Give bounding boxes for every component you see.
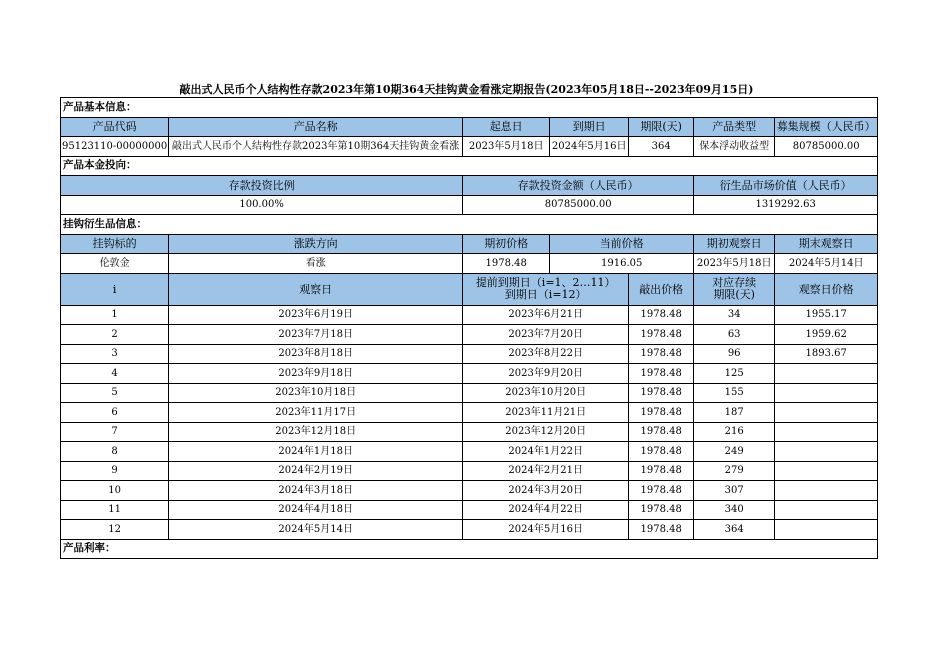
row-index: 2 (61, 325, 169, 345)
row-observation-price (775, 520, 878, 540)
basic-info-value-row (61, 137, 878, 157)
header-product-code: 产品代码 (61, 117, 169, 137)
table-row (61, 364, 878, 384)
header-index: i (61, 273, 169, 305)
table-row (61, 481, 878, 501)
row-maturity-date: 2024年5月16日 (463, 520, 629, 540)
header-value-date: 起息日 (463, 117, 550, 137)
row-observation-price (775, 364, 878, 384)
row-observation-date: 2023年12月18日 (169, 422, 463, 442)
table-row (61, 442, 878, 462)
row-knockout-price: 1978.48 (629, 461, 694, 481)
header-early-maturity-line2: 到期日（i=12） (504, 288, 587, 301)
header-deposit-ratio: 存款投资比例 (61, 176, 463, 196)
row-observation-date: 2024年2月19日 (169, 461, 463, 481)
row-remaining-days: 155 (694, 383, 775, 403)
header-product-name: 产品名称 (169, 117, 463, 137)
row-index: 9 (61, 461, 169, 481)
row-observation-price (775, 461, 878, 481)
header-remaining-term-line1: 对应存续 (712, 276, 757, 289)
row-index: 11 (61, 500, 169, 520)
row-remaining-days: 340 (694, 500, 775, 520)
product-type: 保本浮动收益型 (694, 137, 775, 157)
row-observation-price (775, 481, 878, 501)
table-row (61, 383, 878, 403)
section-label-principal: 产品本金投向： (61, 156, 878, 176)
basic-info-header-row (61, 117, 878, 137)
row-observation-price: 1893.67 (775, 344, 878, 364)
header-underlying: 挂钩标的 (61, 234, 169, 254)
underlying: 伦敦金 (61, 254, 169, 274)
row-knockout-price: 1978.48 (629, 442, 694, 462)
row-remaining-days: 364 (694, 520, 775, 540)
table-row (61, 520, 878, 540)
header-early-maturity-date (463, 273, 629, 305)
row-index: 1 (61, 305, 169, 325)
deposit-amount: 80785000.00 (463, 195, 694, 215)
table-row (61, 403, 878, 423)
row-knockout-price: 1978.48 (629, 364, 694, 384)
term-days: 364 (629, 137, 694, 157)
row-observation-date: 2023年8月18日 (169, 344, 463, 364)
row-remaining-days: 187 (694, 403, 775, 423)
row-observation-price (775, 403, 878, 423)
row-maturity-date: 2023年11月21日 (463, 403, 629, 423)
product-code: 95123110-00000000 (61, 137, 169, 157)
final-observation-date: 2024年5月14日 (775, 254, 878, 274)
deposit-ratio: 100.00% (61, 195, 463, 215)
schedule-header-row (61, 273, 878, 305)
row-index: 3 (61, 344, 169, 364)
row-maturity-date: 2024年3月20日 (463, 481, 629, 501)
row-index: 6 (61, 403, 169, 423)
direction: 看涨 (169, 254, 463, 274)
section-label-rate: 产品利率： (61, 539, 878, 559)
row-maturity-date: 2023年6月21日 (463, 305, 629, 325)
row-observation-price (775, 383, 878, 403)
row-knockout-price: 1978.48 (629, 383, 694, 403)
row-knockout-price: 1978.48 (629, 500, 694, 520)
header-deposit-amount: 存款投资金额（人民币） (463, 176, 694, 196)
row-observation-date: 2023年7月18日 (169, 325, 463, 345)
table-row (61, 305, 878, 325)
maturity-date: 2024年5月16日 (550, 137, 629, 157)
row-maturity-date: 2024年4月22日 (463, 500, 629, 520)
row-index: 7 (61, 422, 169, 442)
derivative-value-row (61, 254, 878, 274)
row-index: 5 (61, 383, 169, 403)
row-observation-price: 1955.17 (775, 305, 878, 325)
row-index: 4 (61, 364, 169, 384)
header-initial-observation-date: 期初观察日 (694, 234, 775, 254)
row-observation-date: 2024年4月18日 (169, 500, 463, 520)
row-knockout-price: 1978.48 (629, 403, 694, 423)
row-knockout-price: 1978.48 (629, 422, 694, 442)
section-label-basic-info: 产品基本信息： (61, 98, 878, 118)
row-remaining-days: 216 (694, 422, 775, 442)
row-maturity-date: 2023年7月20日 (463, 325, 629, 345)
row-observation-date: 2024年1月18日 (169, 442, 463, 462)
header-final-observation-date: 期末观察日 (775, 234, 878, 254)
row-knockout-price: 1978.48 (629, 481, 694, 501)
principal-header-row (61, 176, 878, 196)
header-direction: 涨跌方向 (169, 234, 463, 254)
row-remaining-days: 34 (694, 305, 775, 325)
row-observation-date: 2024年3月18日 (169, 481, 463, 501)
row-knockout-price: 1978.48 (629, 305, 694, 325)
row-remaining-days: 63 (694, 325, 775, 345)
header-remaining-term (694, 273, 775, 305)
row-maturity-date: 2023年8月22日 (463, 344, 629, 364)
current-price: 1916.05 (550, 254, 694, 274)
row-maturity-date: 2023年9月20日 (463, 364, 629, 384)
header-term-days: 期限(天) (629, 117, 694, 137)
row-remaining-days: 125 (694, 364, 775, 384)
table-row (61, 422, 878, 442)
row-maturity-date: 2023年10月20日 (463, 383, 629, 403)
table-row (61, 344, 878, 364)
principal-value-row (61, 195, 878, 215)
row-observation-date: 2023年10月18日 (169, 383, 463, 403)
row-observation-date: 2023年11月17日 (169, 403, 463, 423)
row-remaining-days: 249 (694, 442, 775, 462)
row-observation-price: 1959.62 (775, 325, 878, 345)
initial-observation-date: 2023年5月18日 (694, 254, 775, 274)
initial-price: 1978.48 (463, 254, 550, 274)
row-knockout-price: 1978.48 (629, 325, 694, 345)
header-observation-date: 观察日 (169, 273, 463, 305)
report-title: 敲出式人民币个人结构性存款2023年第10期364天挂钩黄金看涨定期报告(2023年05月18日--2023年09月15日) (179, 83, 754, 96)
product-name: 敲出式人民币个人结构性存款2023年第10期364天挂钩黄金看涨 (169, 137, 463, 157)
header-early-maturity-line1: 提前到期日（i=1、2…11） (475, 276, 616, 289)
row-index: 8 (61, 442, 169, 462)
header-current-price: 当前价格 (550, 234, 694, 254)
row-observation-date: 2023年6月19日 (169, 305, 463, 325)
row-observation-date: 2023年9月18日 (169, 364, 463, 384)
row-observation-price (775, 442, 878, 462)
row-maturity-date: 2024年1月22日 (463, 442, 629, 462)
value-date: 2023年5月18日 (463, 137, 550, 157)
header-observation-price: 观察日价格 (775, 273, 878, 305)
row-observation-date: 2024年5月14日 (169, 520, 463, 540)
table-row (61, 500, 878, 520)
derivative-header-row (61, 234, 878, 254)
header-initial-price: 期初价格 (463, 234, 550, 254)
report-table (60, 97, 878, 559)
row-knockout-price: 1978.48 (629, 344, 694, 364)
row-observation-price (775, 422, 878, 442)
header-remaining-term-line2: 期限(天) (713, 288, 755, 301)
row-maturity-date: 2023年12月20日 (463, 422, 629, 442)
header-derivative-value: 衍生品市场价值（人民币） (694, 176, 878, 196)
raise-amount: 80785000.00 (775, 137, 878, 157)
row-index: 12 (61, 520, 169, 540)
row-knockout-price: 1978.48 (629, 520, 694, 540)
header-maturity-date: 到期日 (550, 117, 629, 137)
row-remaining-days: 279 (694, 461, 775, 481)
header-knockout-price: 敲出价格 (629, 273, 694, 305)
row-remaining-days: 96 (694, 344, 775, 364)
header-raise-amount: 募集规模（人民币） (775, 117, 878, 137)
table-row (61, 325, 878, 345)
header-product-type: 产品类型 (694, 117, 775, 137)
row-index: 10 (61, 481, 169, 501)
section-label-derivative: 挂钩衍生品信息： (61, 215, 878, 235)
row-observation-price (775, 500, 878, 520)
table-row (61, 461, 878, 481)
derivative-value: 1319292.63 (694, 195, 878, 215)
row-maturity-date: 2024年2月21日 (463, 461, 629, 481)
row-remaining-days: 307 (694, 481, 775, 501)
